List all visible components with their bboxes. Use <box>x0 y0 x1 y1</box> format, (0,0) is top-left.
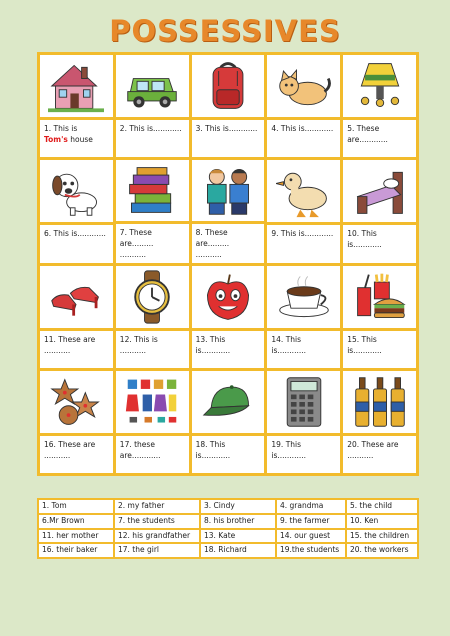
cell-5-line2: are............ <box>347 135 388 144</box>
calculator-icon <box>276 374 332 430</box>
cell-19-line1: 19. This <box>271 439 302 449</box>
cell-4-line1: 4. This is............ <box>271 124 334 133</box>
cell-11-line2: ........... <box>44 345 71 355</box>
cell-14-line1: 14. This <box>271 334 302 344</box>
cell-14-line2: is............ <box>271 345 306 355</box>
exercise-cell-10 <box>343 160 416 262</box>
answer-item: 2. my father <box>115 500 199 513</box>
exercise-cell-17 <box>116 371 189 473</box>
books-icon <box>124 162 180 218</box>
bottles-icon <box>352 374 408 430</box>
exercise-cell-4 <box>267 55 340 157</box>
coffee-icon <box>276 269 332 325</box>
exercise-grid <box>37 52 419 476</box>
answer-item: 19.the students <box>277 544 345 557</box>
answer-item: 18. Richard <box>201 544 275 557</box>
exercise-cell-12 <box>116 266 189 368</box>
exercise-cell-1 <box>40 55 113 157</box>
answer-item: 4. grandma <box>277 500 345 513</box>
answer-item: 9. the farmer <box>277 515 345 528</box>
exercise-cell-13 <box>192 266 265 368</box>
exercise-cell-19 <box>267 371 340 473</box>
answer-item: 14. our guest <box>277 530 345 543</box>
cell-9-line1: 9. This is............ <box>271 229 334 239</box>
watch-icon <box>124 269 180 325</box>
answer-item: 17. the girl <box>115 544 199 557</box>
exercise-cell-3 <box>192 55 265 157</box>
exercise-cell-11 <box>40 266 113 368</box>
answer-item: 3. Cindy <box>201 500 275 513</box>
clothes-icon <box>124 374 180 430</box>
answer-item: 10. Ken <box>347 515 417 528</box>
car-icon <box>124 58 180 114</box>
answer-item: 16. their baker <box>39 544 113 557</box>
exercise-cell-7 <box>116 160 189 262</box>
apple-icon <box>200 269 256 325</box>
answer-item: 7. the students <box>115 515 199 528</box>
exercise-cell-6 <box>40 160 113 262</box>
food-icon <box>352 269 408 325</box>
exercise-cell-8 <box>192 160 265 262</box>
answer-item: 1. Tom <box>39 500 113 513</box>
cell-1-line2: house <box>70 135 93 144</box>
exercise-cell-2 <box>116 55 189 157</box>
cell-16-line2: ........... <box>44 450 71 460</box>
cell-15-line1: 15. This is............ <box>347 334 382 355</box>
exercise-cell-9 <box>267 160 340 262</box>
boys-icon <box>200 162 256 218</box>
cell-17-line2: are............ <box>119 450 161 460</box>
cell-1-line1: 1. This is <box>44 124 78 133</box>
cell-7-line2: ........... <box>119 249 147 259</box>
backpack-icon <box>200 58 256 114</box>
answer-item: 6.Mr Brown <box>39 515 113 528</box>
answer-item: 8. his brother <box>201 515 275 528</box>
shoes-icon <box>48 269 104 325</box>
cell-11-line1: 11. These are <box>44 334 96 344</box>
cell-20-line1: 20. These are <box>347 439 399 449</box>
cell-12-line2: ........... <box>119 345 147 355</box>
cell-20-line2: ........... <box>347 450 374 460</box>
cell-8-line1: 8. These are......... <box>195 227 230 248</box>
answer-item: 12. his grandfather <box>115 530 199 543</box>
cell-1-answer: Tom's <box>44 135 68 144</box>
cookies-icon <box>48 374 104 430</box>
answer-item: 20. the workers <box>347 544 417 557</box>
answer-item: 11. her mother <box>39 530 113 543</box>
cell-17-line1: 17. these <box>119 439 155 449</box>
duck-icon <box>276 163 332 219</box>
exercise-cell-5 <box>343 55 416 157</box>
cell-2-line1: 2. This is............ <box>119 124 182 133</box>
answer-item: 15. the children <box>347 530 417 543</box>
cap-icon <box>200 374 256 430</box>
exercise-cell-16 <box>40 371 113 473</box>
exercise-cell-20 <box>343 371 416 473</box>
cell-3-line1: 3. This is............ <box>195 124 258 133</box>
cell-10-line1: 10. This is............ <box>347 229 382 250</box>
cell-13-line1: 13. This is............ <box>195 334 231 355</box>
dog-icon <box>48 163 104 219</box>
cell-5-line1: 5. These <box>347 124 380 133</box>
answer-bank <box>37 498 419 559</box>
house-icon <box>48 58 104 114</box>
cell-6-line1: 6. This is............ <box>44 229 106 239</box>
lamp-icon <box>352 58 408 114</box>
cat-icon <box>276 58 332 114</box>
cell-19-line2: is............ <box>271 450 306 460</box>
bed-icon <box>352 163 408 219</box>
exercise-cell-15 <box>343 266 416 368</box>
cell-18-line1: 18. This is............ <box>195 439 231 460</box>
answer-item: 5. the child <box>347 500 417 513</box>
page-title: POSSESSIVES <box>109 14 341 48</box>
exercise-cell-14 <box>267 266 340 368</box>
exercise-cell-18 <box>192 371 265 473</box>
cell-16-line1: 16. These are <box>44 439 96 449</box>
cell-12-line1: 12. This is <box>119 334 158 344</box>
cell-8-line2: ........... <box>195 249 222 259</box>
cell-7-line1: 7. These are......... <box>119 227 154 248</box>
answer-item: 13. Kate <box>201 530 275 543</box>
